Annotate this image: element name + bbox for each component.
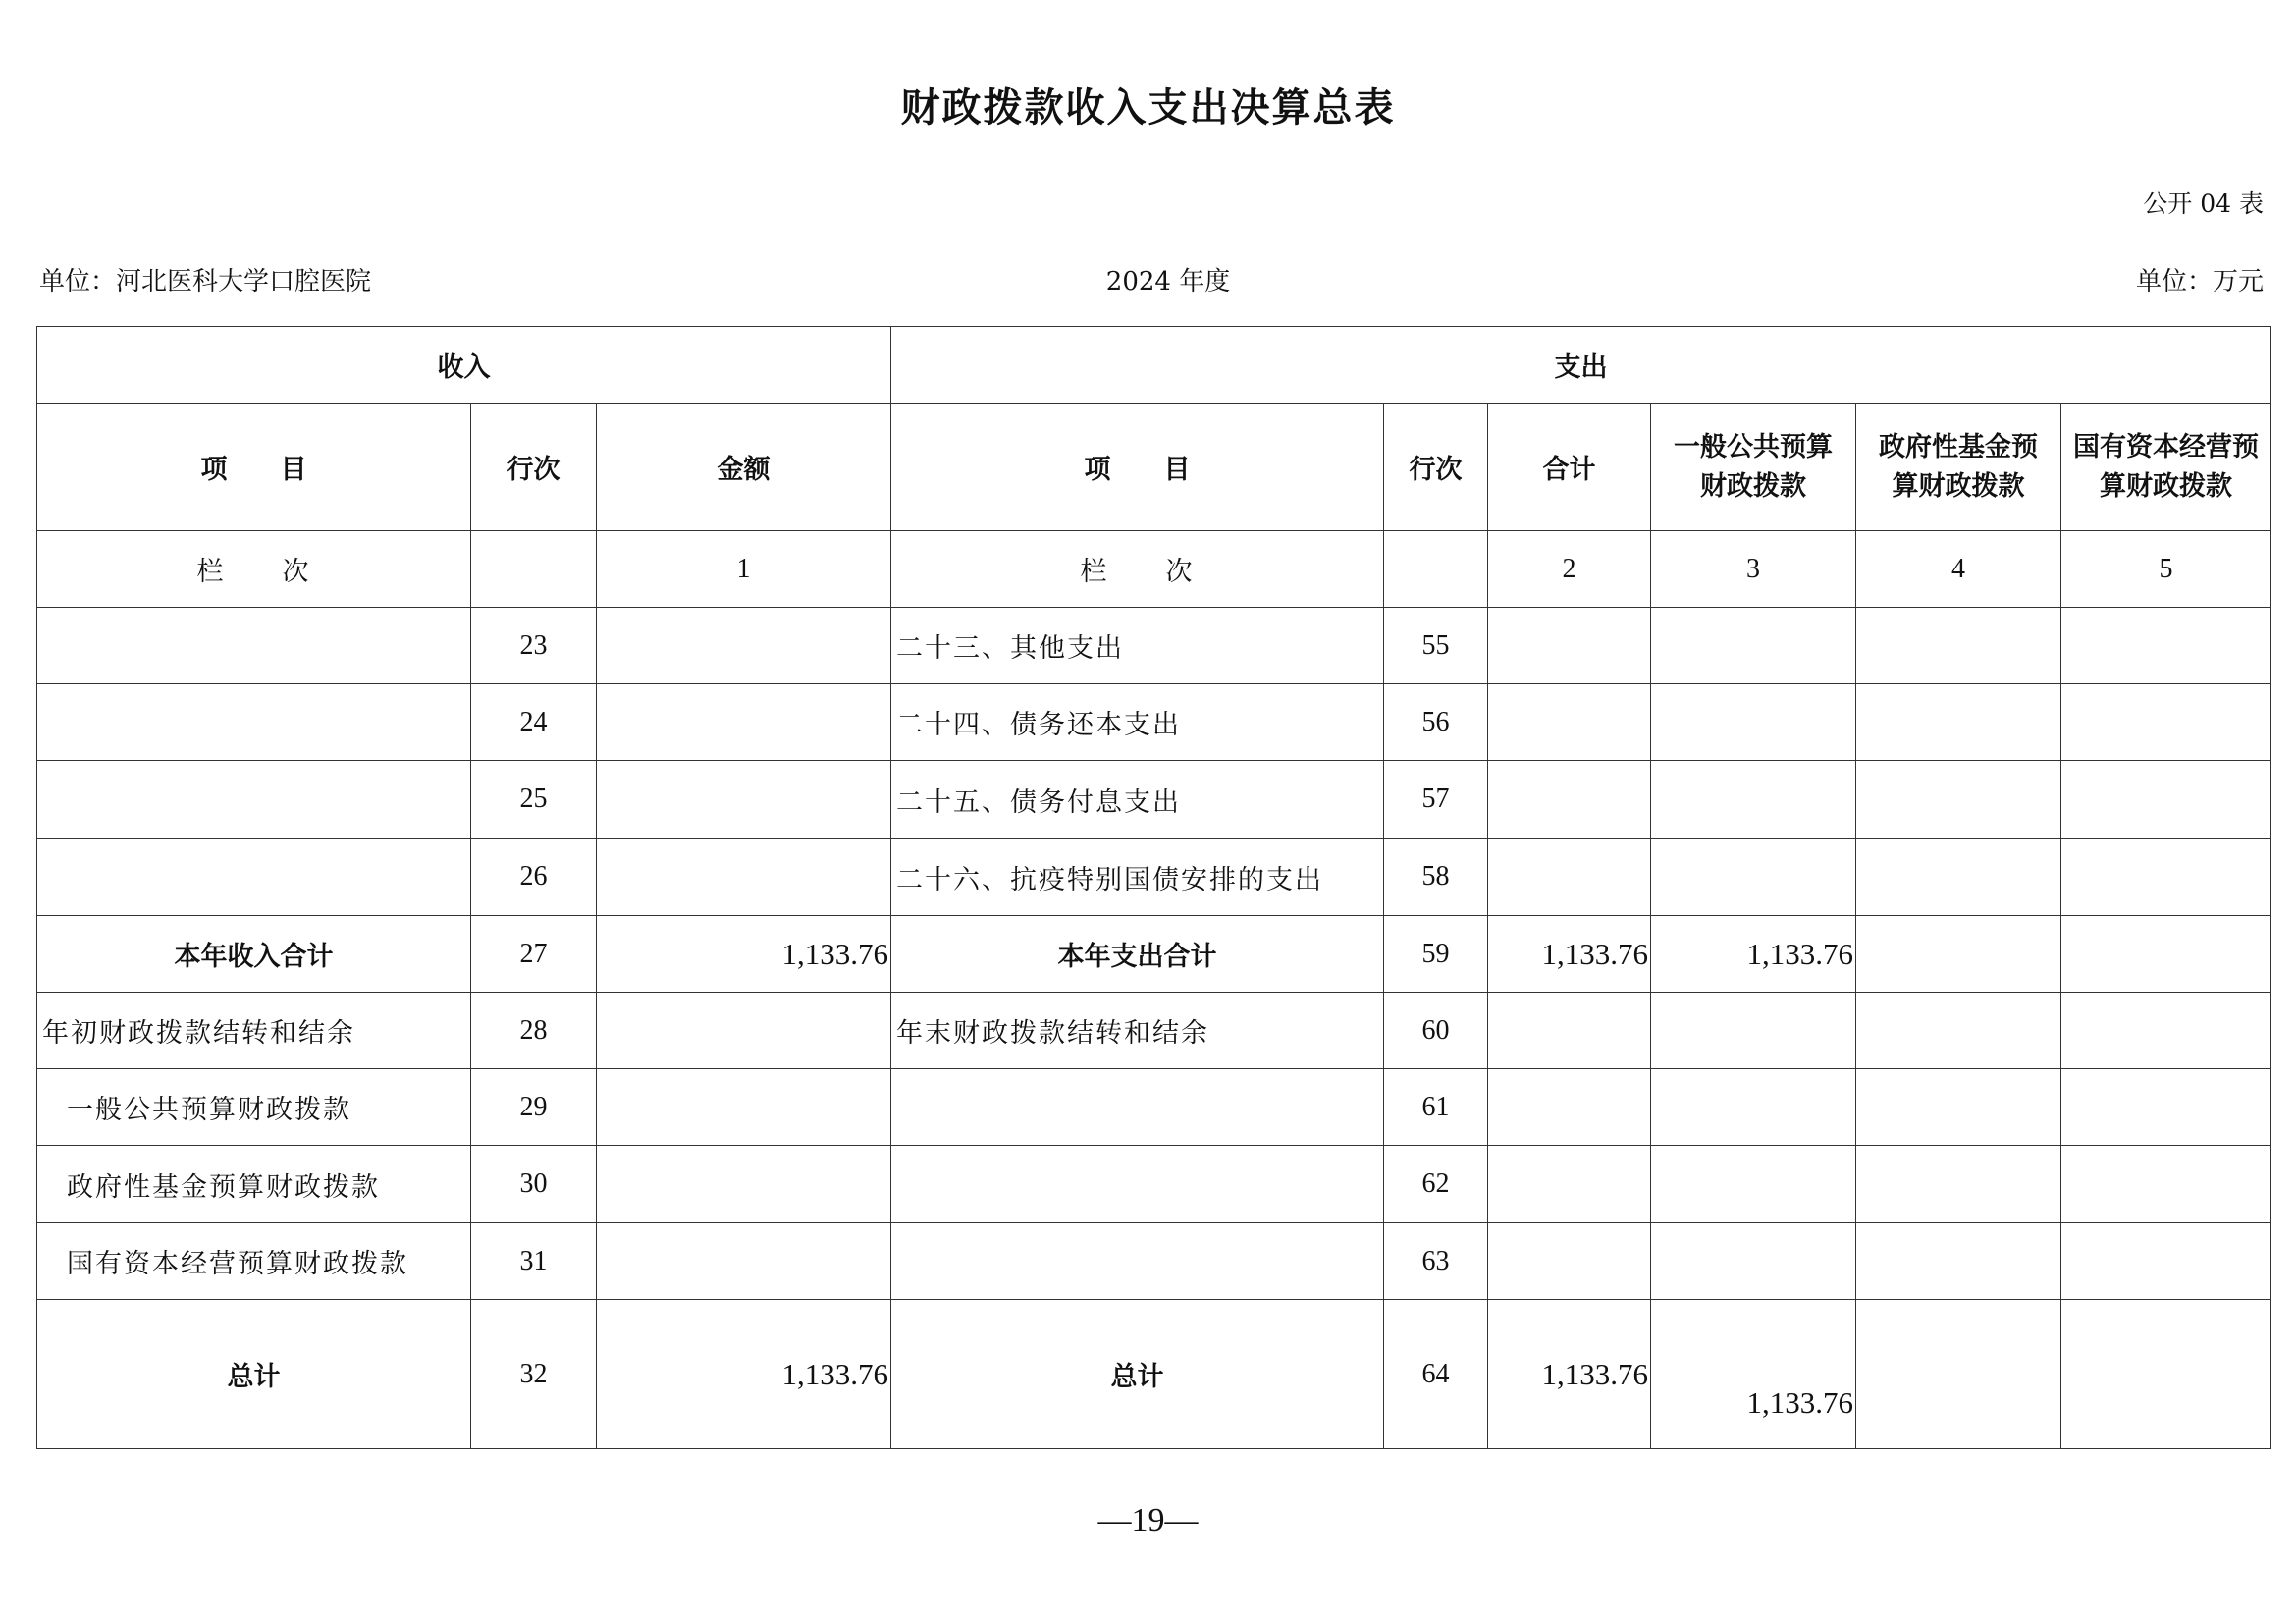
table-row (37, 1146, 2271, 1223)
gov-fund-header-line1: 政府性基金预 (1879, 431, 2039, 462)
gov-fund-cell (1856, 1146, 2061, 1223)
expense-row-no-cell: 57 (1384, 761, 1488, 839)
state-capital-cell (2061, 993, 2271, 1069)
table-row (37, 839, 2271, 916)
income-amount-cell (597, 761, 891, 839)
income-amount-header: 金额 (597, 404, 891, 531)
total-cell (1488, 1223, 1651, 1300)
expense-grand-total-row-no: 64 (1384, 1300, 1488, 1449)
income-amount-cell (597, 1069, 891, 1146)
column-index-label-expense: 栏 次 (891, 531, 1384, 608)
state-capital-cell (2061, 684, 2271, 761)
income-amount-cell: 1,133.76 (597, 916, 891, 993)
expense-item-cell (891, 1146, 1384, 1223)
column-index-empty-cell (471, 531, 597, 608)
fiscal-year: 2024 年度 (1105, 267, 1231, 297)
state-capital-cell (2061, 761, 2271, 839)
income-amount-cell (597, 1223, 891, 1300)
state-capital-grand-total (2061, 1300, 2271, 1449)
expense-header: 支出 (891, 327, 2271, 404)
page-number: —19— (1097, 1502, 1199, 1539)
general-cell (1651, 839, 1856, 916)
expense-item-cell (891, 1223, 1384, 1300)
table-row (37, 993, 2271, 1069)
income-item-cell: 政府性基金预算财政拨款 (37, 1146, 471, 1223)
income-grand-total-label: 总计 (37, 1300, 471, 1449)
total-cell (1488, 1069, 1651, 1146)
gov-fund-cell (1856, 608, 2061, 684)
expense-row-no-cell: 61 (1384, 1069, 1488, 1146)
income-row-no-cell: 30 (471, 1146, 597, 1223)
expense-item-cell (891, 1069, 1384, 1146)
income-row-no-cell: 31 (471, 1223, 597, 1300)
expense-item-cell: 二十六、抗疫特别国债安排的支出 (891, 839, 1384, 916)
table-row (37, 916, 2271, 993)
income-row-no-cell: 29 (471, 1069, 597, 1146)
gov-fund-cell (1856, 761, 2061, 839)
income-item-cell (37, 761, 471, 839)
general-cell (1651, 1146, 1856, 1223)
income-amount-cell (597, 993, 891, 1069)
income-item-cell (37, 684, 471, 761)
state-capital-header (2061, 404, 2271, 531)
total-cell (1488, 761, 1651, 839)
expense-item-cell: 二十五、债务付息支出 (891, 761, 1384, 839)
income-row-no-cell: 25 (471, 761, 597, 839)
state-capital-cell (2061, 608, 2271, 684)
table-row (37, 761, 2271, 839)
income-row-no-header: 行次 (471, 404, 597, 531)
income-row-no-cell: 24 (471, 684, 597, 761)
expense-item-cell: 年末财政拨款结转和结余 (891, 993, 1384, 1069)
expense-row-no-cell: 60 (1384, 993, 1488, 1069)
grand-total-row (37, 1300, 2271, 1449)
table-row (37, 1069, 2271, 1146)
column-index-total: 2 (1488, 531, 1651, 608)
general-grand-total-amount: 1,133.76 (1651, 1300, 1856, 1449)
gov-fund-cell (1856, 684, 2061, 761)
expense-grand-total-label: 总计 (891, 1300, 1384, 1449)
general-cell: 1,133.76 (1651, 916, 1856, 993)
expense-row-no-cell: 63 (1384, 1223, 1488, 1300)
gov-fund-cell (1856, 839, 2061, 916)
gov-fund-cell (1856, 1223, 2061, 1300)
total-header: 合计 (1488, 404, 1651, 531)
general-cell (1651, 684, 1856, 761)
income-row-no-cell: 28 (471, 993, 597, 1069)
expense-grand-total-amount: 1,133.76 (1488, 1300, 1651, 1449)
total-cell (1488, 839, 1651, 916)
expense-row-no-cell: 58 (1384, 839, 1488, 916)
gov-fund-header (1856, 404, 2061, 531)
total-cell: 1,133.76 (1488, 916, 1651, 993)
income-header: 收入 (37, 327, 891, 404)
expense-row-no-cell: 55 (1384, 608, 1488, 684)
income-item-cell: 本年收入合计 (37, 916, 471, 993)
income-row-no-cell: 27 (471, 916, 597, 993)
column-index-label-income: 栏 次 (37, 531, 471, 608)
table-row (37, 608, 2271, 684)
gov-fund-cell (1856, 916, 2061, 993)
expense-row-no-cell: 62 (1384, 1146, 1488, 1223)
income-amount-cell (597, 839, 891, 916)
column-index-gov-fund: 4 (1856, 531, 2061, 608)
expense-item-cell: 二十三、其他支出 (891, 608, 1384, 684)
state-capital-header-line1: 国有资本经营预 (2073, 431, 2260, 462)
state-capital-header-line2: 算财政拨款 (2100, 470, 2233, 502)
total-cell (1488, 608, 1651, 684)
general-cell (1651, 1069, 1856, 1146)
expense-row-no-header: 行次 (1384, 404, 1488, 531)
gov-fund-grand-total (1856, 1300, 2061, 1449)
column-index-income-amount: 1 (597, 531, 891, 608)
general-budget-header-line1: 一般公共预算 (1674, 431, 1834, 462)
general-cell (1651, 1223, 1856, 1300)
general-cell (1651, 761, 1856, 839)
state-capital-cell (2061, 916, 2271, 993)
expense-item-header: 项 目 (891, 404, 1384, 531)
form-code: 公开 04 表 (2143, 189, 2264, 218)
total-cell (1488, 993, 1651, 1069)
table-row (37, 684, 2271, 761)
expense-row-no-cell: 56 (1384, 684, 1488, 761)
expense-item-cell: 本年支出合计 (891, 916, 1384, 993)
income-item-cell (37, 839, 471, 916)
general-cell (1651, 993, 1856, 1069)
gov-fund-cell (1856, 1069, 2061, 1146)
income-item-cell: 年初财政拨款结转和结余 (37, 993, 471, 1069)
page-title: 财政拨款收入支出决算总表 (900, 85, 1396, 131)
income-grand-total-row-no: 32 (471, 1300, 597, 1449)
state-capital-cell (2061, 1146, 2271, 1223)
income-amount-cell (597, 1146, 891, 1223)
income-item-header: 项 目 (37, 404, 471, 531)
state-capital-cell (2061, 839, 2271, 916)
unit-organization: 单位：河北医科大学口腔医院 (39, 267, 372, 297)
gov-fund-cell (1856, 993, 2061, 1069)
gov-fund-header-line2: 算财政拨款 (1892, 470, 2025, 502)
table-row (37, 1223, 2271, 1300)
general-budget-header (1651, 404, 1856, 531)
column-index-empty-cell (1384, 531, 1488, 608)
column-index-general: 3 (1651, 531, 1856, 608)
unit-currency: 单位：万元 (2135, 267, 2264, 297)
state-capital-cell (2061, 1223, 2271, 1300)
income-item-cell: 国有资本经营预算财政拨款 (37, 1223, 471, 1300)
expense-row-no-cell: 59 (1384, 916, 1488, 993)
general-budget-header-line2: 财政拨款 (1700, 470, 1807, 502)
income-item-cell (37, 608, 471, 684)
general-cell (1651, 608, 1856, 684)
expense-item-cell: 二十四、债务还本支出 (891, 684, 1384, 761)
state-capital-cell (2061, 1069, 2271, 1146)
total-cell (1488, 1146, 1651, 1223)
income-row-no-cell: 26 (471, 839, 597, 916)
total-cell (1488, 684, 1651, 761)
column-index-state-capital: 5 (2061, 531, 2271, 608)
income-grand-total-amount: 1,133.76 (597, 1300, 891, 1449)
income-item-cell: 一般公共预算财政拨款 (37, 1069, 471, 1146)
budget-table (36, 326, 2271, 1449)
income-amount-cell (597, 684, 891, 761)
income-amount-cell (597, 608, 891, 684)
income-row-no-cell: 23 (471, 608, 597, 684)
